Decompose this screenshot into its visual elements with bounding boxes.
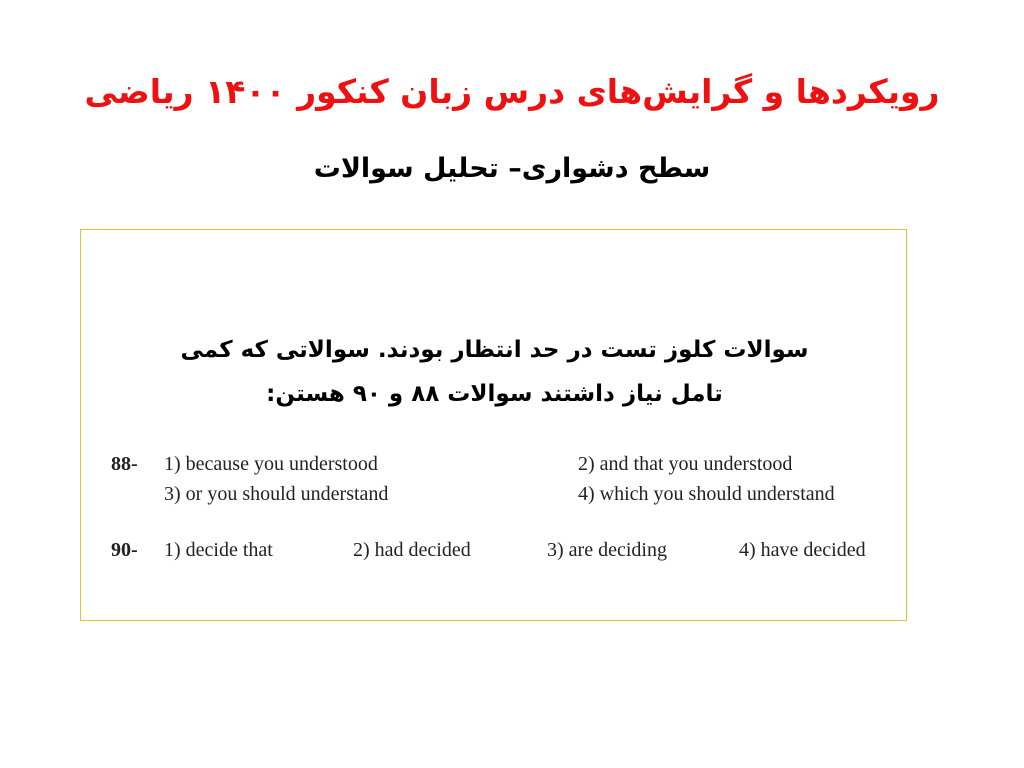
question-88-option-3: 3) or you should understand	[164, 483, 389, 505]
question-90-number: 90-	[111, 539, 138, 561]
analysis-note-line-1: سوالات کلوز تست در حد انتظار بودند. سوالاتی که کمی	[180, 337, 809, 363]
question-88-option-2: 2) and that you understood	[578, 453, 793, 475]
question-90-option-1: 1) decide that	[164, 539, 273, 561]
question-90-option-3: 3) are deciding	[547, 539, 667, 561]
question-88-option-4: 4) which you should understand	[578, 483, 835, 505]
analysis-note	[111, 328, 878, 416]
slide-title: رویکردها و گرایش‌های درس زبان کنکور ۱۴۰۰ ریاضی	[84, 72, 940, 111]
slide-subtitle: سطح دشواری– تحلیل سوالات	[313, 153, 711, 184]
question-90-option-2: 2) had decided	[353, 539, 471, 561]
question-88-option-1: 1) because you understood	[164, 453, 378, 475]
question-90-option-4: 4) have decided	[739, 539, 866, 561]
question-88-number: 88-	[111, 453, 138, 475]
analysis-note-line-2: تامل نیاز داشتند سوالات ۸۸ و ۹۰ هستن:	[266, 381, 723, 407]
content-box	[80, 229, 907, 621]
